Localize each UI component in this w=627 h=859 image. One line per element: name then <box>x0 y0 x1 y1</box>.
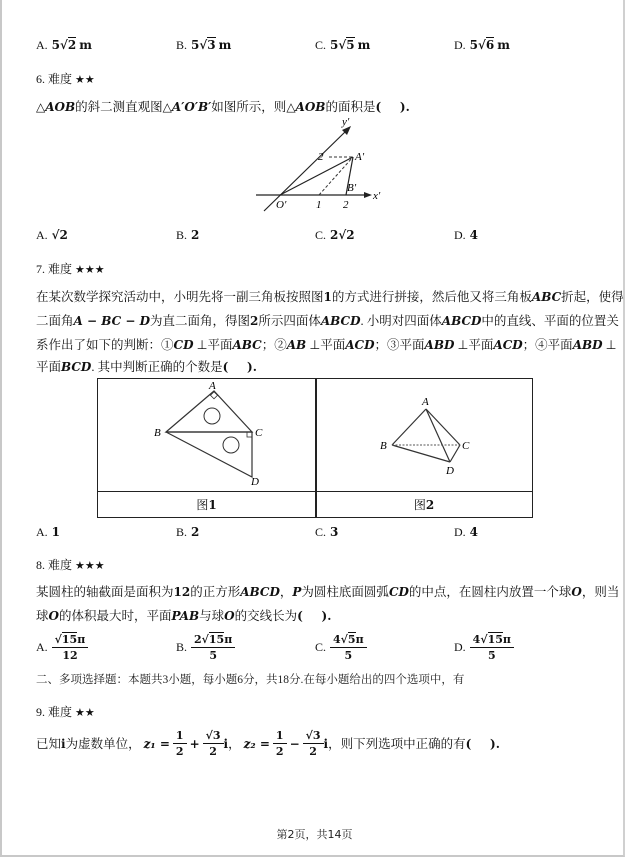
origin-label: O′ <box>276 199 287 211</box>
math-var: O <box>224 609 235 623</box>
q8-option-c[interactable] <box>315 632 367 663</box>
q6-oblique-projection-figure <box>242 115 382 215</box>
math-var: PAB <box>171 609 200 623</box>
math-var: ABCD <box>320 314 361 328</box>
math-var: ABCD <box>441 314 482 328</box>
question-number: 7. <box>36 262 45 276</box>
q7-stem-line-1 <box>36 284 624 310</box>
stem-text: ， <box>228 736 241 751</box>
stem-text: . 其中判断正确的个数是 <box>91 360 223 374</box>
vertex-d-label: D <box>251 476 259 488</box>
difficulty-stars-icon: ★★★ <box>75 264 105 276</box>
q8-option-b[interactable] <box>176 632 235 663</box>
numerator: 4√15π <box>470 632 514 648</box>
fraction <box>173 728 187 759</box>
question-number: 9. <box>36 705 45 719</box>
question-number: 6. <box>36 72 45 86</box>
stem-text: 的斜二测直观图 <box>75 100 163 114</box>
q7-header <box>36 260 105 277</box>
option-coef: 5 <box>469 38 479 52</box>
answer-blank[interactable] <box>471 736 490 752</box>
option-label: A. <box>36 228 48 242</box>
fraction <box>330 632 367 663</box>
x-axis-label: x′ <box>373 190 381 202</box>
option-label: C. <box>315 228 327 242</box>
stem-text: 如图所示，则 <box>211 100 287 114</box>
radicand: 5 <box>346 38 355 52</box>
difficulty-label: 难度 <box>48 705 73 719</box>
answer-paren-open: ( <box>222 360 229 374</box>
radicand: 15 <box>487 633 503 646</box>
stem-text: ；③平面 <box>374 338 425 352</box>
stem-text: 中的直线、平面的位置关 <box>481 314 619 328</box>
figure-1-triangle-boards <box>148 379 288 491</box>
option-label: D. <box>454 228 466 242</box>
math-var: ABC <box>531 290 562 304</box>
answer-paren-open: ( <box>465 736 472 751</box>
numerator: 2√15π <box>191 632 235 648</box>
radicand: 15 <box>61 633 78 646</box>
vertex-c-label: C <box>462 440 470 452</box>
stem-text: 在某次数学探究活动中，小明先将一副三角板按照图 <box>36 290 324 304</box>
stem-text: 系作出了如下的判断：① <box>36 338 174 352</box>
coef: 2 <box>194 633 202 646</box>
math-var: CD <box>173 338 194 352</box>
difficulty-label: 难度 <box>48 558 73 572</box>
stem-text: 的中点，在圆柱内放置一个球 <box>408 585 572 599</box>
stem-text: 平面 <box>36 360 62 374</box>
answer-paren-close: ). <box>399 100 410 114</box>
denominator: 2 <box>275 745 284 758</box>
sqrt-sign: √ <box>478 38 486 52</box>
radicand: 5 <box>347 633 356 646</box>
math-num: 12 <box>173 585 191 599</box>
q7-option-c[interactable] <box>315 525 338 540</box>
difficulty-stars-icon: ★★ <box>75 707 95 719</box>
difficulty-label: 难度 <box>48 72 73 86</box>
q7-stem-line-2 <box>36 308 619 334</box>
option-label: D. <box>454 525 466 539</box>
stem-text: ⊥ <box>602 338 617 352</box>
math-var: ABCD <box>240 585 280 599</box>
vertex-b-label: B <box>380 440 387 452</box>
answer-blank[interactable] <box>381 100 400 114</box>
numerator: 1 <box>273 728 287 744</box>
imag-unit: i <box>323 736 329 751</box>
math-num: 2 <box>249 314 259 328</box>
operator: − <box>289 736 300 751</box>
q5-option-d[interactable] <box>454 38 510 53</box>
option-unit: m <box>497 38 510 52</box>
option-label: C. <box>315 525 327 539</box>
fraction <box>273 728 287 759</box>
option-unit: m <box>79 38 92 52</box>
answer-blank[interactable] <box>228 360 247 374</box>
q8-header <box>36 556 105 573</box>
q5-option-b[interactable] <box>176 38 231 53</box>
math-var: ACD <box>493 338 523 352</box>
q5-option-a[interactable] <box>36 38 92 53</box>
answer-paren-open: ( <box>297 609 303 623</box>
stem-text: 已知 <box>36 736 62 751</box>
q7-stem-line-4 <box>36 354 257 380</box>
stem-text: . 小明对四面体 <box>360 314 442 328</box>
imag-unit: i <box>223 736 229 751</box>
fraction <box>203 728 224 759</box>
q8-stem-line-1 <box>36 579 619 605</box>
operator: + <box>189 736 200 751</box>
stem-text: 的面积是 <box>325 100 376 114</box>
denominator: 5 <box>344 649 353 662</box>
option-label: A. <box>36 640 48 654</box>
caption-text: 图 <box>413 498 426 512</box>
vertex-b-label: B <box>154 427 161 439</box>
difficulty-stars-icon: ★★★ <box>75 560 105 572</box>
radicand: 3 <box>207 38 216 52</box>
fraction <box>470 632 514 663</box>
stem-text: 为直二面角，得图 <box>149 314 250 328</box>
y-axis-label: y′ <box>342 116 350 128</box>
math-var: ABD <box>572 338 603 352</box>
q6-option-c[interactable] <box>315 228 355 243</box>
q7-option-b[interactable] <box>176 525 199 540</box>
pi-symbol: π <box>224 633 233 646</box>
q9-header <box>36 703 95 720</box>
numerator: 4√5π <box>330 632 367 648</box>
stem-text: 某圆柱的轴截面是面积为 <box>36 585 174 599</box>
q6-option-a[interactable] <box>36 228 68 243</box>
point-b-label: B′ <box>347 182 357 194</box>
math-var: P <box>292 585 302 599</box>
stem-text: 球 <box>36 609 49 623</box>
stem-text: 为虚数单位， <box>65 736 141 751</box>
sqrt-sign: √ <box>199 38 208 52</box>
stem-text: 折起，使得 <box>561 290 624 304</box>
stem-text: ；④平面 <box>522 338 573 352</box>
math-var: i <box>61 736 66 751</box>
math-var: O <box>571 585 582 599</box>
option-value: 1 <box>51 525 61 539</box>
math-num: 1 <box>323 290 332 304</box>
option-label: B. <box>176 228 188 242</box>
option-label: A. <box>36 38 48 52</box>
math-triangle-aob: △AOB <box>286 100 326 114</box>
radicand: 2 <box>67 38 77 52</box>
z2-label: z₂ = <box>243 736 270 751</box>
caption-num: 1 <box>208 498 217 512</box>
option-value: 2 <box>191 525 200 539</box>
stem-text: ；② <box>261 338 287 352</box>
denominator: 2 <box>175 745 184 758</box>
page-footer: 第2页，共14页 <box>276 828 353 841</box>
option-label: B. <box>176 38 188 52</box>
option-coef: 5 <box>51 38 61 52</box>
option-unit: m <box>357 38 371 52</box>
option-label: D. <box>454 640 466 654</box>
numerator: 1 <box>173 728 187 744</box>
pi-symbol: π <box>502 633 511 646</box>
option-label: B. <box>176 525 188 539</box>
fraction <box>52 632 89 663</box>
vertex-c-label: C <box>255 427 263 439</box>
coef: 4 <box>472 633 481 646</box>
figure-1-caption <box>98 493 315 517</box>
option-label: B. <box>176 640 188 654</box>
q7-figure-table <box>97 378 533 518</box>
denominator: 5 <box>487 649 496 662</box>
option-value: 2 <box>191 228 200 242</box>
stem-text: 的体积最大时，平面 <box>58 609 172 623</box>
math-triangle-aob-prime: △A′O′B′ <box>162 100 212 114</box>
q6-option-d[interactable] <box>454 228 478 243</box>
stem-text: ， <box>279 585 293 599</box>
q6-header <box>36 70 95 87</box>
stem-text: ，则下列选项中正确的有 <box>328 736 466 751</box>
stem-text: 所示四面体 <box>258 314 321 328</box>
q9-stem <box>36 728 500 759</box>
caption-text: 图 <box>196 498 209 512</box>
denominator: 2 <box>309 745 317 758</box>
stem-text: 的交线长为 <box>234 609 298 623</box>
math-var: AB <box>286 338 307 352</box>
question-number: 8. <box>36 558 45 572</box>
fraction <box>191 632 235 663</box>
sqrt-sign: √ <box>338 38 347 52</box>
table-divider <box>98 491 532 492</box>
sqrt-sign: √ <box>60 38 68 52</box>
option-value: 3 <box>330 525 339 539</box>
option-label: C. <box>315 38 327 52</box>
option-value: 4 <box>469 228 479 242</box>
caption-num: 2 <box>425 498 435 512</box>
point-a-label: A′ <box>355 151 365 163</box>
tick-y2: 2 <box>318 151 324 163</box>
tick-x2: 2 <box>343 199 349 211</box>
math-var: A − BC − D <box>73 314 150 328</box>
section-2-heading: 二、多项选择题：本题共3小题，每小题6分，共18分.在每小题给出的四个选项中，有 <box>36 674 465 686</box>
q7-option-a[interactable] <box>36 525 60 540</box>
pi-symbol: π <box>77 633 86 646</box>
coef: 4 <box>333 633 341 646</box>
math-var: ACD <box>345 338 375 352</box>
denominator: 12 <box>62 649 78 662</box>
stem-text: 的方式进行拼接，然后他又将三角板 <box>331 290 532 304</box>
math-var: BCD <box>61 360 92 374</box>
x-axis-arrow-icon <box>364 192 372 198</box>
denominator: 2 <box>209 745 217 758</box>
q8-option-a[interactable] <box>36 632 88 663</box>
option-coef: 5 <box>191 38 200 52</box>
q8-option-d[interactable] <box>454 632 514 663</box>
stem-text: 二面角 <box>36 314 74 328</box>
answer-blank[interactable] <box>303 609 322 623</box>
option-label: D. <box>454 38 466 52</box>
vertex-a-label: A <box>209 380 216 392</box>
figure-2-tetrahedron <box>368 387 488 477</box>
vertex-a-label: A <box>422 396 429 408</box>
q5-option-c[interactable] <box>315 38 370 53</box>
option-coef: 5 <box>330 38 339 52</box>
option-label: A. <box>36 525 48 539</box>
math-var: ABC <box>232 338 262 352</box>
numerator: √3 <box>203 728 224 744</box>
vertex-d-label: D <box>446 465 454 477</box>
q7-option-d[interactable] <box>454 525 478 540</box>
fraction <box>303 728 324 759</box>
stem-text: 为圆柱底面圆弧 <box>301 585 389 599</box>
radicand: 6 <box>485 38 495 52</box>
difficulty-label: 难度 <box>48 262 73 276</box>
q6-option-b[interactable] <box>176 228 199 243</box>
option-value: √2 <box>51 228 68 242</box>
pi-symbol: π <box>355 633 364 646</box>
stem-text: 与球 <box>199 609 225 623</box>
math-var: O <box>48 609 59 623</box>
option-value: 4 <box>469 525 479 539</box>
math-var: CD <box>388 585 409 599</box>
stem-text: ⊥平面 <box>306 338 346 352</box>
z1-label: z₁ = <box>143 736 170 751</box>
stem-text: 的正方形 <box>190 585 241 599</box>
figure-2-caption <box>316 493 532 517</box>
numerator: √3 <box>303 728 324 744</box>
difficulty-stars-icon: ★★ <box>75 74 95 86</box>
math-var: ABD <box>424 338 455 352</box>
math-triangle-aob: △AOB <box>36 100 76 114</box>
answer-paren-open: ( <box>375 100 382 114</box>
stem-text: ⊥平面 <box>454 338 494 352</box>
q8-stem-line-2 <box>36 603 331 629</box>
option-unit: m <box>218 38 232 52</box>
tick-x1: 1 <box>316 199 322 211</box>
answer-paren-close: ). <box>490 736 500 751</box>
denominator: 5 <box>209 649 217 662</box>
numerator: √15π <box>52 632 89 648</box>
option-value: 2√2 <box>330 228 355 242</box>
answer-paren-close: ). <box>321 609 332 623</box>
option-label: C. <box>315 640 327 654</box>
radicand: 15 <box>208 633 225 646</box>
answer-paren-close: ). <box>247 360 257 374</box>
stem-text: ⊥平面 <box>193 338 233 352</box>
stem-text: ，则当 <box>581 585 620 599</box>
